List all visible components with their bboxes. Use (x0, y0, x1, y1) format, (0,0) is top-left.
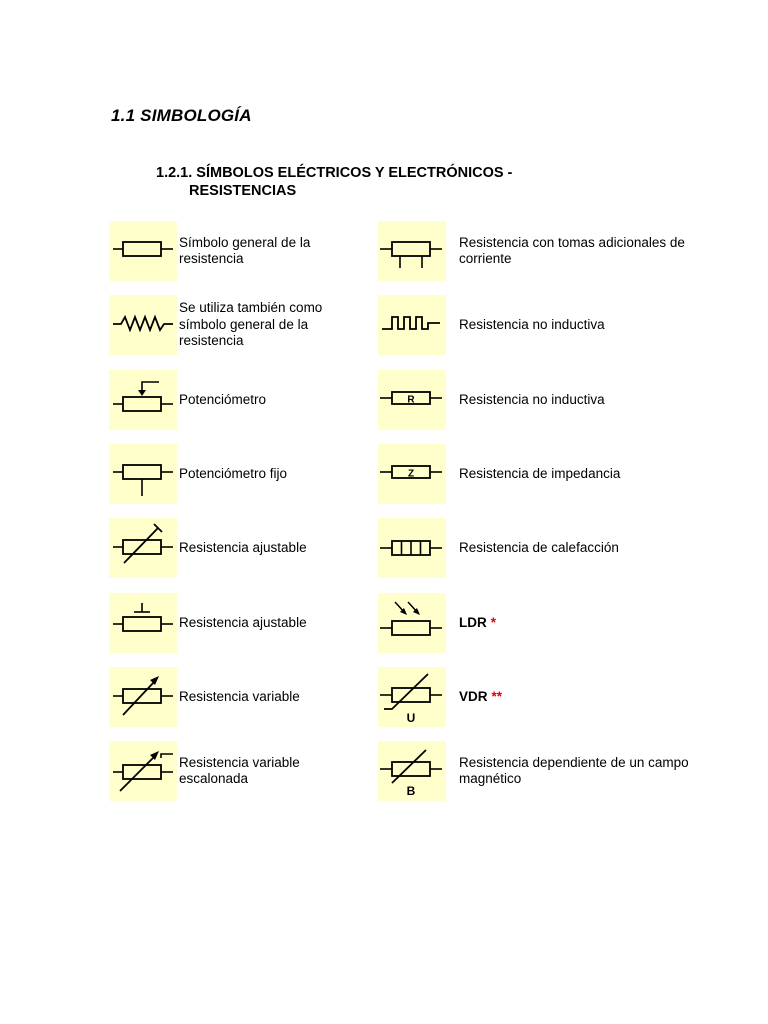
symbol-text: R (407, 394, 415, 406)
symbol-row (0, 593, 768, 653)
symbol-label: Resistencia no inductiva (459, 316, 605, 332)
stepped-variable-resistor-icon (109, 741, 177, 801)
symbol-description (459, 295, 699, 355)
symbol-description (459, 221, 699, 281)
symbol-text: B (406, 784, 416, 798)
symbol-row (0, 221, 768, 281)
symbol-description (179, 518, 364, 578)
variable-resistor-icon (109, 667, 177, 727)
symbol-label: Resistencia ajustable (179, 539, 307, 555)
footnote-mark: ** (491, 688, 503, 704)
symbol-label: LDR (459, 614, 487, 630)
symbol-row (0, 370, 768, 430)
symbol-description (459, 741, 699, 801)
symbol-description (179, 741, 364, 801)
symbol-description (179, 221, 364, 281)
symbol-label: Resistencia de impedancia (459, 465, 621, 481)
symbol-text: U (406, 711, 416, 725)
symbol-label: Resistencia dependiente de un campo magnético (459, 754, 689, 786)
symbol-description (459, 667, 699, 727)
symbol-row (0, 741, 768, 801)
resistor-general-icon (109, 221, 177, 281)
symbol-row (0, 518, 768, 578)
tapped-resistor-icon (378, 221, 446, 281)
symbol-description (179, 295, 364, 355)
section-title: 1.1 SIMBOLOGÍA (111, 106, 252, 125)
symbol-label: Potenciómetro (179, 391, 267, 407)
symbol-row (0, 444, 768, 504)
subsection-title (156, 164, 512, 200)
heating-resistor-icon (378, 518, 446, 578)
symbol-description (459, 370, 699, 430)
non-inductive-r-icon (378, 370, 446, 430)
symbol-label: Resistencia no inductiva (459, 391, 605, 407)
symbol-label: Resistencia variable (179, 688, 300, 704)
magnetic-resistor-icon (378, 741, 446, 801)
adjustable-resistor-icon (109, 518, 177, 578)
symbol-label: VDR (459, 688, 488, 704)
ldr-icon (378, 593, 446, 653)
symbol-description (179, 593, 364, 653)
symbol-label: Símbolo general de la resistencia (179, 234, 311, 266)
symbol-label: Resistencia variable escalonada (179, 754, 300, 786)
vdr-icon (378, 667, 446, 727)
symbol-description (179, 370, 364, 430)
impedance-resistor-icon (378, 444, 446, 504)
resistor-zigzag-icon (109, 295, 177, 355)
symbol-label: Resistencia de calefacción (459, 539, 619, 555)
non-inductive-square-wave-icon (378, 295, 446, 355)
potentiometer-icon (109, 370, 177, 430)
symbol-row (0, 295, 768, 355)
symbol-description (459, 593, 699, 653)
symbol-description (179, 667, 364, 727)
symbol-label: Potenciómetro fijo (179, 465, 288, 481)
symbol-label: Resistencia ajustable (179, 614, 307, 630)
symbol-description (459, 444, 699, 504)
fixed-potentiometer-icon (109, 444, 177, 504)
symbol-row (0, 667, 768, 727)
adjustable-resistor-preset-icon (109, 593, 177, 653)
subsection-title-line2: RESISTENCIAS (189, 183, 297, 199)
symbol-description (179, 444, 364, 504)
symbol-text: Z (407, 468, 415, 480)
footnote-mark: * (490, 614, 497, 630)
symbol-description (459, 518, 699, 578)
symbol-label: Resistencia con tomas adicionales de corriente (459, 234, 685, 266)
symbol-label: Se utiliza también como símbolo general de la resistencia (179, 300, 323, 349)
subsection-title-line1: 1.2.1. SÍMBOLOS ELÉCTRICOS Y ELECTRÓNICOS - (156, 165, 513, 181)
